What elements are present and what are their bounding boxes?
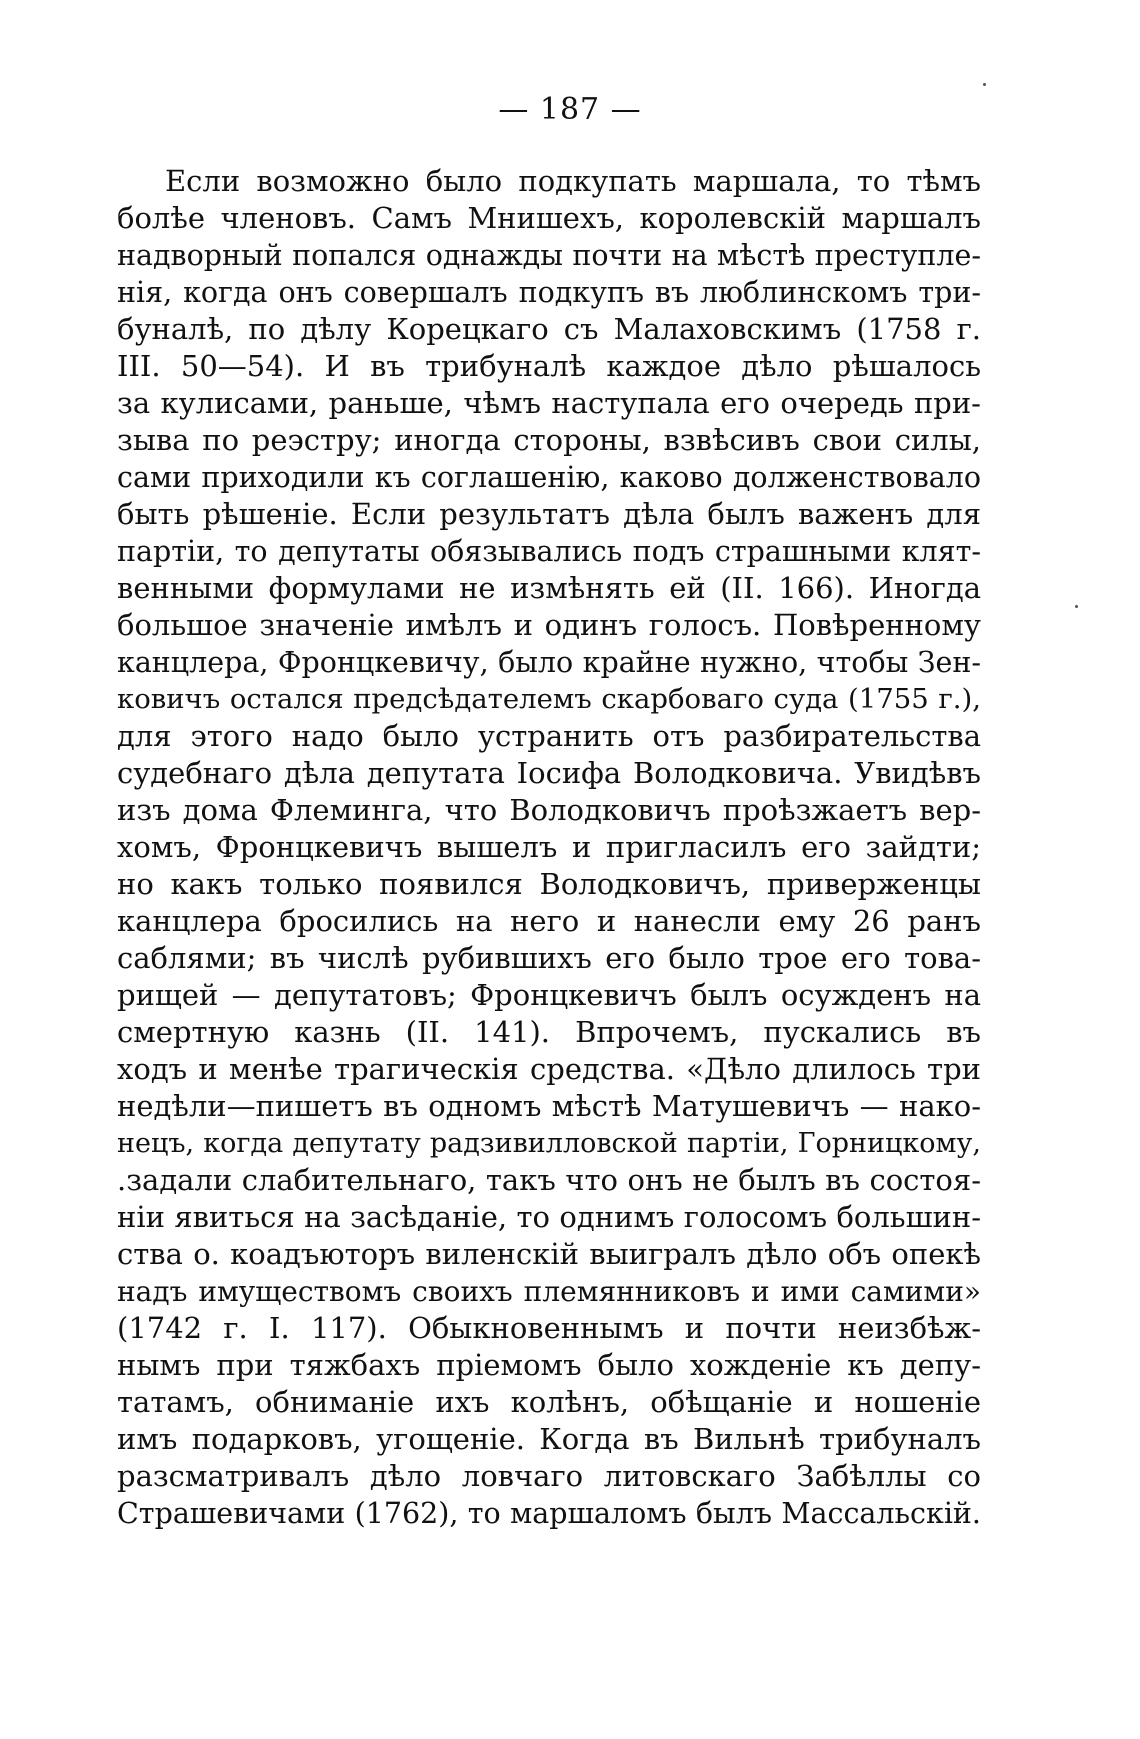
text-line: (1742 г. I. 117). Обыкновеннымъ и почти неизбѣж- (117, 1311, 981, 1345)
text-line: изъ дома Флеминга, что Володковичъ проѣзжаетъ вер- (117, 793, 981, 827)
text-line: ніи явиться на засѣданіе, то однимъ голосомъ большин- (117, 1200, 981, 1234)
text-line: нымъ при тяжбахъ пріемомъ было хожденіе къ депу- (117, 1348, 981, 1382)
text-line: для этого надо было устранить отъ разбирательства (117, 719, 981, 753)
text-line: надворный попался однажды почти на мѣстѣ преступле- (117, 239, 981, 272)
text-line: недѣли—пишетъ въ одномъ мѣстѣ Матушевичъ — нако- (117, 1089, 981, 1123)
scan-speck (1075, 605, 1078, 608)
text-line: канцлера, Фронцкевичу, было крайне нужно, чтобы Зен- (117, 646, 981, 679)
text-line: ства о. коадъюторъ виленскій выигралъ дѣло объ опекѣ (117, 1237, 981, 1271)
text-line: венными формулами не измѣнять ей (II. 166). Иногда (117, 571, 981, 605)
text-line: буналѣ, по дѣлу Корецкаго съ Малаховскимъ (1758 г. (117, 312, 981, 346)
body-text (117, 163, 981, 1532)
scan-speck (983, 83, 986, 86)
text-line: имъ подарковъ, угощеніе. Когда въ Вильнѣ трибуналъ (117, 1422, 981, 1456)
text-line: нецъ, когда депутату радзивилловской партіи, Горницкому, (117, 1128, 981, 1159)
text-line: III. 50—54). И въ трибуналѣ каждое дѣло рѣшалось (117, 349, 981, 383)
text-line: большое значеніе имѣлъ и одинъ голосъ. Повѣренному (117, 608, 981, 642)
text-line: сами приходили къ соглашенію, каково долженствовало (117, 461, 981, 494)
text-line: ковичъ остался предсѣдателемъ скарбоваго суда (1755 г.), (117, 683, 981, 715)
text-line: быть рѣшеніе. Если результатъ дѣла былъ важенъ для (117, 497, 981, 531)
text-line: ходъ и менѣе трагическія средства. «Дѣло длилось три (117, 1052, 981, 1086)
text-line: рищей — депутатовъ; Фронцкевичъ былъ осужденъ на (117, 978, 981, 1012)
text-line: судебнаго дѣла депутата Іосифа Володковича. Увидѣвъ (117, 756, 981, 790)
text-line: смертную казнь (II. 141). Впрочемъ, пускались въ (117, 1015, 981, 1049)
text-line: разсматривалъ дѣло ловчаго литовскаго Забѣллы со (117, 1459, 981, 1493)
text-line: надъ имуществомъ своихъ племянниковъ и ими самими» (117, 1275, 981, 1308)
text-line: Если возможно было подкупать маршала, то тѣмъ (165, 164, 981, 198)
text-line: канцлера бросились на него и нанесли ему 26 ранъ (117, 904, 981, 938)
text-line: хомъ, Фронцкевичъ вышелъ и пригласилъ его зайдти; (117, 830, 981, 864)
text-line: .задали слабительнаго, такъ что онъ не былъ въ состоя- (117, 1163, 981, 1197)
text-line: партіи, то депутаты обязывались подъ страшными клят- (117, 535, 981, 568)
text-line: за кулисами, раньше, чѣмъ наступала его очередь при- (117, 386, 981, 420)
text-line: Страшевичами (1762), то маршаломъ былъ Массальскій. (117, 1497, 981, 1530)
page-number: — 187 — (498, 92, 642, 127)
text-line: но какъ только появился Володковичъ, приверженцы (117, 867, 981, 901)
text-line: болѣе членовъ. Самъ Мнишехъ, королевскій маршалъ (117, 201, 981, 235)
text-line: нія, когда онъ совершалъ подкупъ въ люблинскомъ три- (117, 276, 981, 309)
text-line: зыва по реэстру; иногда стороны, взвѣсивъ свои силы, (117, 423, 981, 457)
text-line: татамъ, обниманіе ихъ колѣнъ, обѣщаніе и ношеніе (117, 1385, 981, 1419)
text-line: саблями; въ числѣ рубившихъ его было трое его това- (117, 941, 981, 975)
